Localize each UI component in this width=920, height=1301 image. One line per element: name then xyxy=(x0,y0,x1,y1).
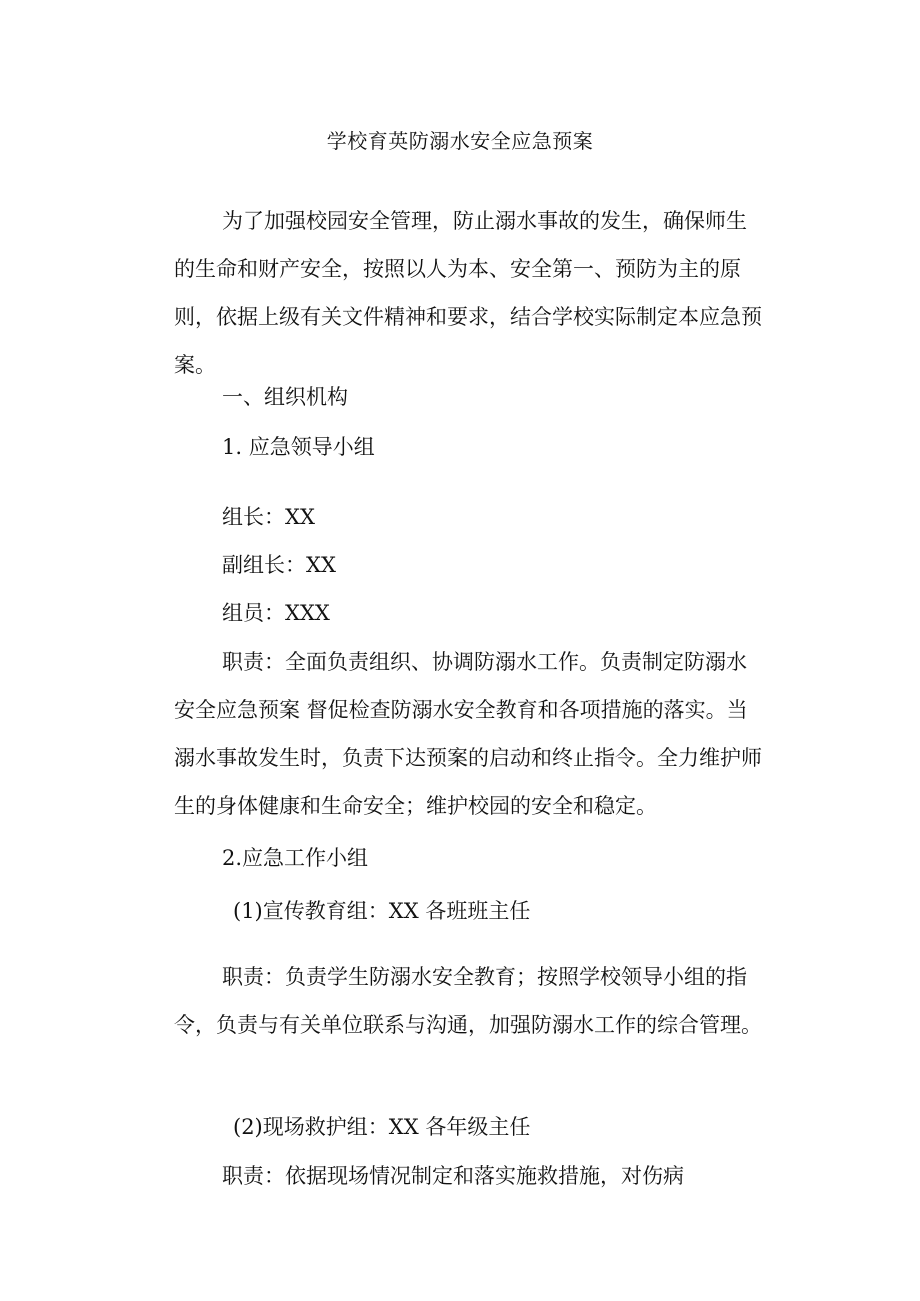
education-group-duties-paragraph: 职责：负责学生防溺水安全教育；按照学校领导小组的指令，负责与有关单位联系与沟通，加强防溺水工作的综合管理。 xyxy=(174,965,762,1037)
group-heading-rescue: (2)现场救护组：XX 各年级主任 xyxy=(233,1115,531,1139)
leader-line: 组长：XX xyxy=(222,505,315,529)
subsection-heading-work-groups: 2.应急工作小组 xyxy=(222,846,369,870)
intro-paragraph: 为了加强校园安全管理，防止溺水事故的发生，确保师生的生命和财产安全，按照以人为本、安全第一、预防为主的原则，依据上级有关文件精神和要求，结合学校实际制定本应急预案。 xyxy=(174,209,762,377)
group-heading-education: (1)宣传教育组：XX 各班班主任 xyxy=(233,899,531,923)
section-heading-organization: 一、组织机构 xyxy=(222,385,348,409)
subsection-heading-leadership-group: 1. 应急领导小组 xyxy=(222,435,375,459)
document-title: 学校育英防溺水安全应急预案 xyxy=(326,129,594,153)
leadership-duties-paragraph: 职责：全面负责组织、协调防溺水工作。负责制定防溺水安全应急预案 督促检查防溺水安全教育和各项措施的落实。当溺水事故发生时，负责下达预案的启动和终止指令。全力维护师生的身体健康和生命安全；维护校园的安全和稳定。 xyxy=(174,650,762,818)
rescue-group-duties-paragraph: 职责：依据现场情况制定和落实施救措施，对伤病 xyxy=(222,1164,684,1188)
members-line: 组员：XXX xyxy=(222,601,330,625)
deputy-leader-line: 副组长：XX xyxy=(222,553,336,577)
